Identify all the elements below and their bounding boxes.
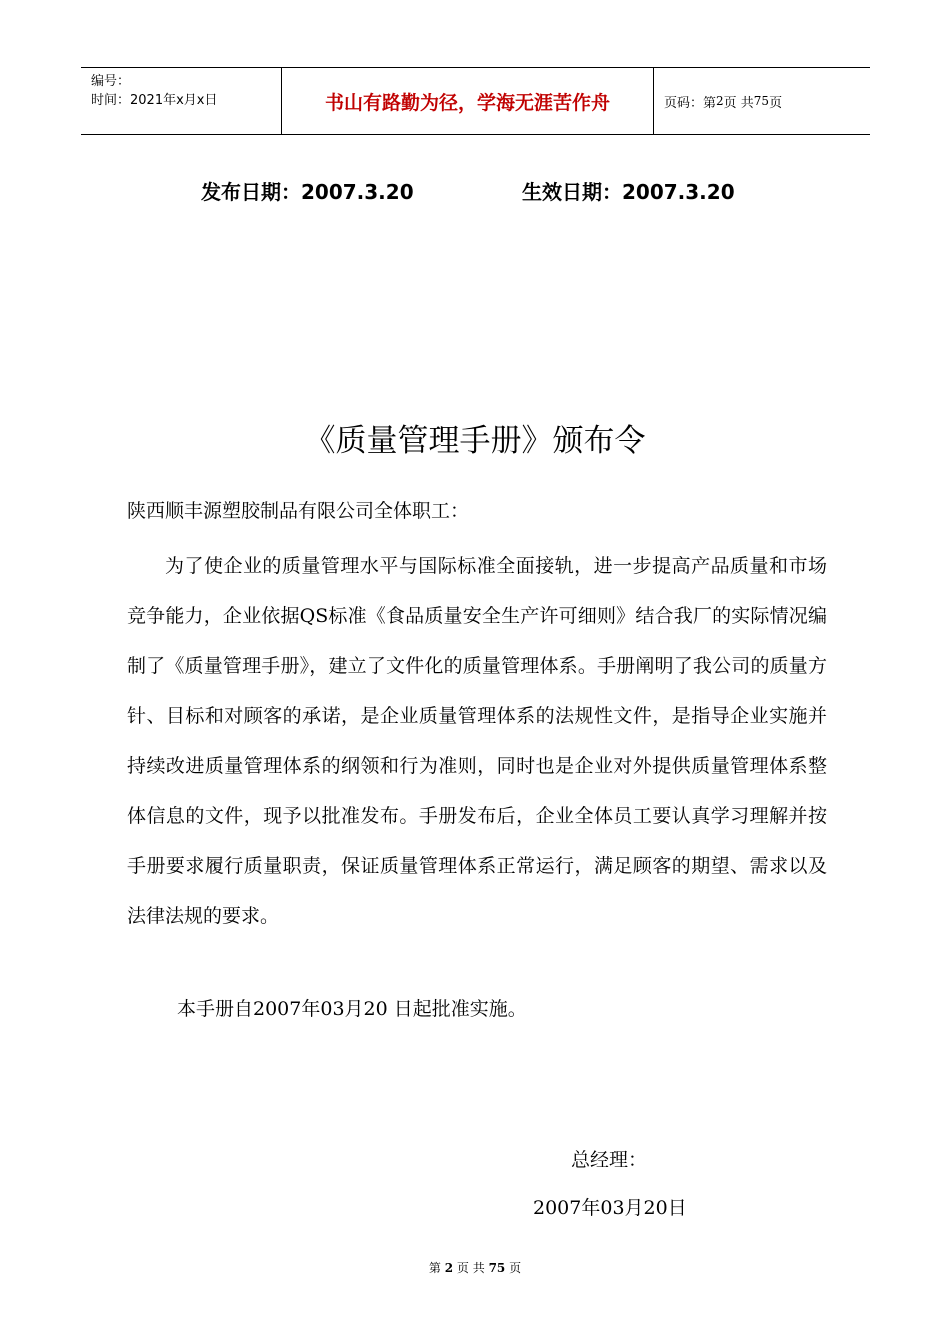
publish-date: 发布日期：2007.3.20 <box>201 180 414 204</box>
header-motto: 书山有路勤为径，学海无涯苦作舟 <box>281 68 654 134</box>
page-footer <box>0 1259 950 1276</box>
header-page-total: 75 <box>753 94 770 108</box>
header-page-label: 页码：第 <box>664 95 717 111</box>
footer-suffix: 页 <box>509 1261 522 1275</box>
page-header <box>81 67 870 135</box>
signature-title: 总经理： <box>571 1149 648 1171</box>
header-page-current: 2 <box>716 94 724 108</box>
header-page-suffix: 页 <box>769 95 783 111</box>
footer-page-current: 2 <box>444 1261 454 1275</box>
footer-mid: 页 共 <box>456 1261 485 1275</box>
body-text: 为了使企业的质量管理水平与国际标准全面接轨，进一步提高产品质量和市场竞争能力，企业依据QS标准《食品质量安全生产许可细则》结合我厂的实际情况编制了《质量管理手册》，建立了文件化的质量管理体系。手册阐明了我公司的质量方针、目标和对顾客的承诺，是企业质量管理体系的法规性文件，是指导企业实施并持续改进质量管理体系的纲领和行为准则，同时也是企业对外提供质量管理体系整体信息的文件，现予以批准发布。手册发布后，企业全体员工要认真学习理解并按手册要求履行质量职责，保证质量管理体系正常运行，满足顾客的期望、需求以及法律法规的要求。 <box>127 555 827 927</box>
document-time-label: 时间：2021年x月x日 <box>91 93 218 108</box>
header-page-mid: 页 共 <box>723 95 754 111</box>
effective-date: 生效日期：2007.3.20 <box>522 180 735 204</box>
document-title: 《质量管理手册》颁布令 <box>304 423 646 459</box>
addressee: 陕西顺丰源塑胶制品有限公司全体职工： <box>127 500 470 522</box>
footer-prefix: 第 <box>428 1261 441 1275</box>
enactment-statement: 本手册自2007年03月20 日起批准实施。 <box>177 998 527 1020</box>
header-meta <box>81 68 281 134</box>
signature-date: 2007年03月20日 <box>533 1197 687 1219</box>
date-line <box>0 172 950 206</box>
document-number-label: 编号： <box>91 74 131 89</box>
body-paragraph <box>127 541 827 941</box>
header-page-info <box>654 68 870 134</box>
footer-page-total: 75 <box>488 1261 506 1275</box>
